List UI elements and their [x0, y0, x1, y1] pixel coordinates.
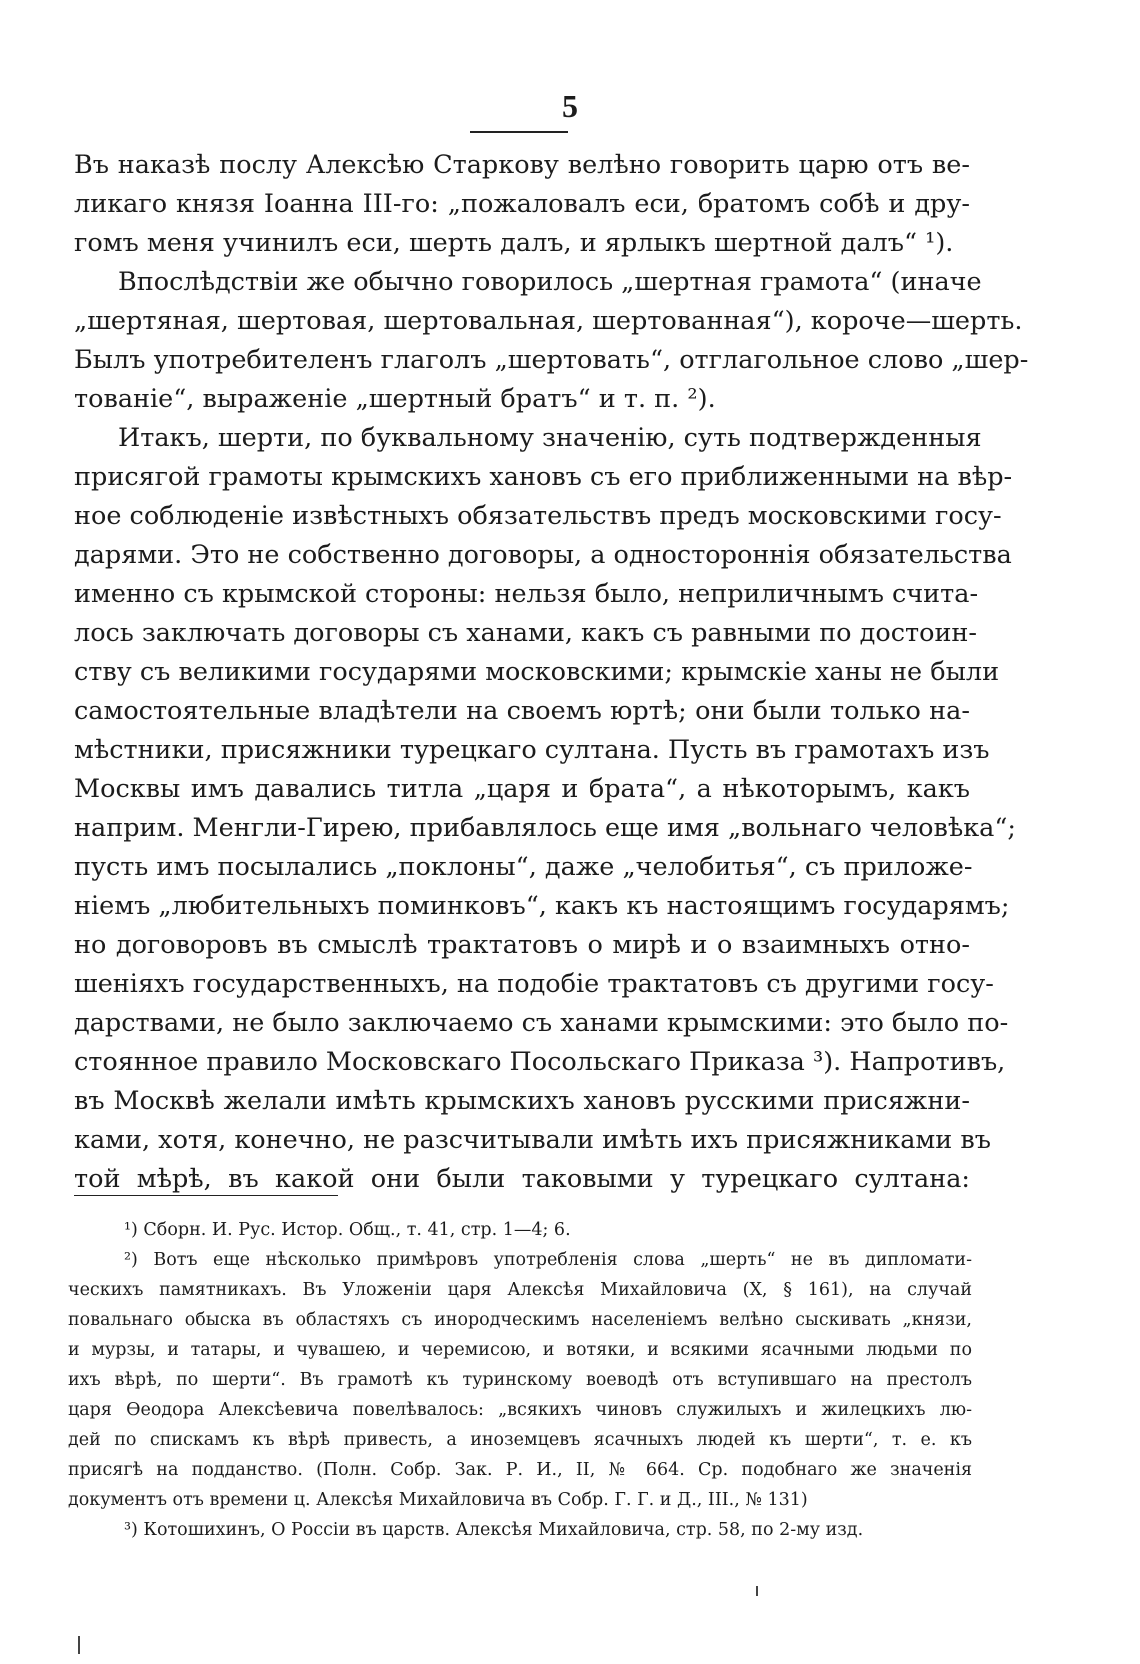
- text-line: лось заключать договоры съ ханами, какъ съ равными по достоин-: [74, 618, 978, 648]
- text-line: той мѣрѣ, въ какой они были таковыми у турецкаго султана:: [74, 1164, 970, 1194]
- text-line: ніемъ „любительныхъ поминковъ“, какъ къ настоящимъ государямъ;: [74, 891, 1010, 921]
- text-line: Въ наказѣ послу Алексѣю Старкову велѣно говорить царю отъ ве-: [74, 150, 970, 180]
- footnote-line: и мурзы, и татары, и чувашею, и черемисою, и вотяки, и всякими ясачными людьми по: [68, 1340, 972, 1360]
- text-line: присягой грамоты крымскихъ хановъ съ его приближенными на вѣр-: [74, 462, 1013, 492]
- text-line: ликаго князя Іоанна III-го: „пожаловалъ еси, братомъ собѣ и дру-: [74, 189, 970, 219]
- text-line: Итакъ, шерти, по буквальному значенію, суть подтвержденныя: [118, 423, 982, 453]
- text-line: именно съ крымской стороны: нельзя было, неприличнымъ счита-: [74, 579, 979, 609]
- text-line: ками, хотя, конечно, не разсчитывали имѣть ихъ присяжниками въ: [74, 1125, 991, 1155]
- text-line: пусть имъ посылались „поклоны“, даже „челобитья“, съ приложе-: [74, 852, 973, 882]
- footnote-rule: [74, 1195, 338, 1196]
- text-line: гомъ меня учинилъ еси, шерть далъ, и ярлыкъ шертной далъ“ ¹).: [74, 228, 954, 258]
- footnote-line: дей по спискамъ къ вѣрѣ привесть, а иноземцевъ ясачныхъ людей къ шерти“, т. е. къ: [68, 1430, 972, 1450]
- text-line: ству съ великими государями московскими; крымскіе ханы не были: [74, 657, 1000, 687]
- text-line: но договоровъ въ смыслѣ трактатовъ о мирѣ и о взаимныхъ отно-: [74, 930, 970, 960]
- header-rule: [470, 131, 568, 133]
- footnote-line: царя Ѳеодора Алексѣевича повелѣвалось: „всякихъ чиновъ служилыхъ и жилецкихъ лю-: [68, 1400, 972, 1420]
- footnote-line: ихъ вѣрѣ, по шерти“. Въ грамотѣ къ туринскому воеводѣ отъ вступившаго на престолъ: [68, 1370, 972, 1390]
- text-line: наприм. Менгли-Гирею, прибавлялось еще имя „вольнаго человѣка“;: [74, 813, 1017, 843]
- footnote-line: ¹) Сборн. И. Рус. Истор. Общ., т. 41, стр. 1—4; 6.: [124, 1220, 571, 1240]
- footnote-line: ³) Котошихинъ, О Россіи въ царств. Алексѣя Михайловича, стр. 58, по 2-му изд.: [124, 1520, 864, 1540]
- text-line: Впослѣдствіи же обычно говорилось „шертная грамота“ (иначе: [118, 267, 982, 297]
- text-line: дарствами, не было заключаемо съ ханами крымскими: это было по-: [74, 1008, 1009, 1038]
- text-line: Москвы имъ давались титла „царя и брата“, а нѣкоторымъ, какъ: [74, 774, 970, 804]
- footnote-line: документъ отъ времени ц. Алексѣя Михайловича въ Собр. Г. Г. и Д., III., № 131): [68, 1490, 808, 1510]
- footnote-line: ²) Вотъ еще нѣсколько примѣровъ употребленія слова „шерть“ не въ дипломати-: [124, 1250, 972, 1270]
- text-line: самостоятельные владѣтели на своемъ юртѣ; они были только на-: [74, 696, 970, 726]
- text-line: Былъ употребителенъ глаголъ „шертовать“, отглагольное слово „шер-: [74, 345, 1029, 375]
- print-speck: [756, 1586, 758, 1596]
- text-line: дарями. Это не собственно договоры, а одностороннія обязательства: [74, 540, 1012, 570]
- text-line: въ Москвѣ желали имѣть крымскихъ хановъ русскими присяжни-: [74, 1086, 970, 1116]
- page-number: 5: [562, 88, 578, 124]
- text-line: шеніяхъ государственныхъ, на подобіе трактатовъ съ другими госу-: [74, 969, 994, 999]
- print-speck: [78, 1636, 80, 1654]
- footnote-line: присягѣ на подданство. (Полн. Собр. Зак. Р. И., II, № 664. Ср. подобнаго же значенія: [68, 1460, 972, 1480]
- text-line: „шертяная, шертовая, шертовальная, шертованная“), короче—шерть.: [74, 306, 1023, 336]
- text-line: тованіе“, выраженіе „шертный братъ“ и т. п. ²).: [74, 384, 716, 414]
- text-line: мѣстники, присяжники турецкаго султана. Пусть въ грамотахъ изъ: [74, 735, 990, 765]
- footnote-line: повальнаго обыска въ областяхъ съ инородческимъ населеніемъ велѣно сыскивать „князи,: [68, 1310, 972, 1330]
- text-line: стоянное правило Московскаго Посольскаго Приказа ³). Напротивъ,: [74, 1047, 1006, 1077]
- text-line: ное соблюденіе извѣстныхъ обязательствъ предъ московскими госу-: [74, 501, 1002, 531]
- footnote-line: ческихъ памятникахъ. Въ Уложеніи царя Алексѣя Михайловича (X, § 161), на случай: [68, 1280, 972, 1300]
